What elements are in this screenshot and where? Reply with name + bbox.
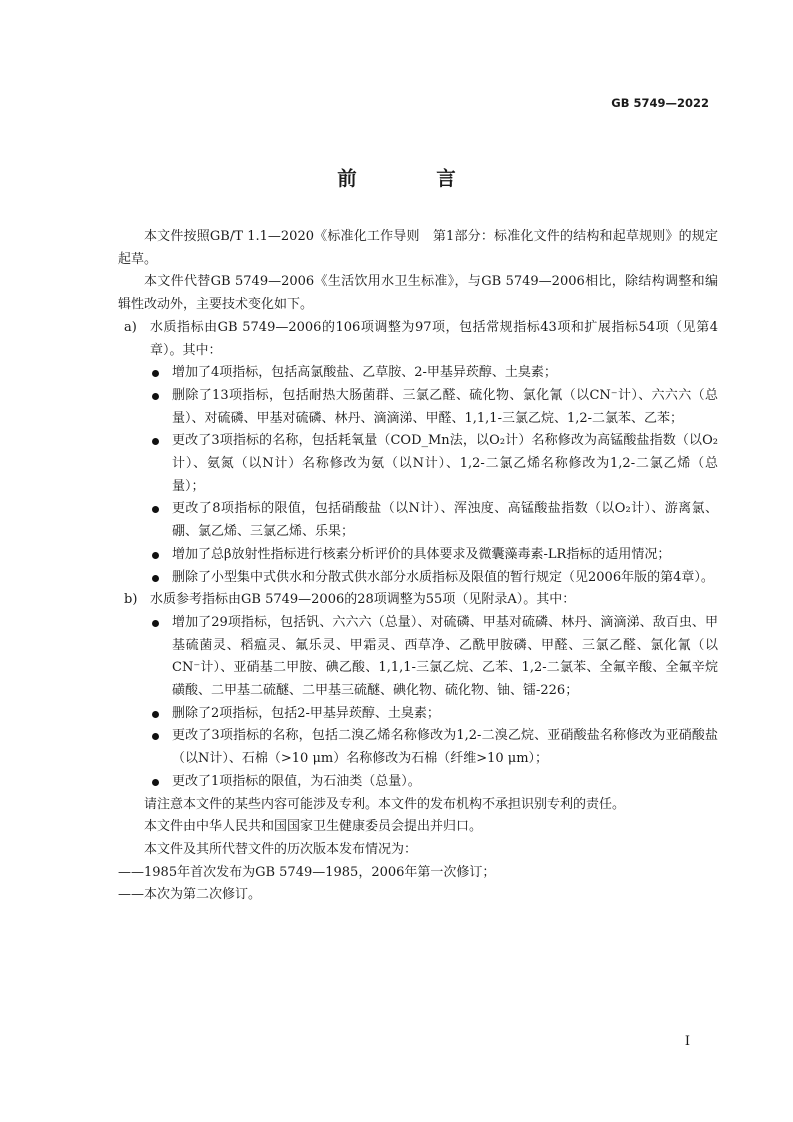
list-item-b xyxy=(118,589,718,793)
paragraph-structure-rules: 本文件按照GB/T 1.1—2020《标准化工作导则 第1部分：标准化文件的结构和起草规则》的规定起草。 xyxy=(118,229,718,267)
bullet-icon xyxy=(152,552,159,559)
bullet-item: 删除了小型集中式供水和分散式供水部分水质指标及限值的暂行规定（见2006年版的第4章）。 xyxy=(150,567,718,590)
bullet-item: 增加了29项指标，包括钒、六六六（总量）、对硫磷、甲基对硫磷、林丹、滴滴涕、敌百虫、甲基硫菌灵、稻瘟灵、氟乐灵、甲霜灵、西草净、乙酰甲胺磷、甲醛、三氯乙醛、氯化氰（以CN⁻计）、亚硝基二甲胺、碘乙酸、1,1,1-三氯乙烷、乙苯、1,2-二氯苯、全氟辛酸、全氟辛烷磺酸、二甲基二硫醚、二甲基三硫醚、碘化物、硫化物、铀、镭-226； xyxy=(150,612,718,703)
list-marker-a: a) xyxy=(124,319,137,335)
bullet-icon xyxy=(152,711,159,718)
paragraph-patent-notice: 请注意本文件的某些内容可能涉及专利。本文件的发布机构不承担识别专利的责任。 xyxy=(144,796,626,812)
bullet-item: 更改了1项指标的限值，为石油类（总量）。 xyxy=(150,771,718,794)
bullet-icon xyxy=(152,620,159,627)
bullet-icon xyxy=(152,733,159,740)
document-body xyxy=(118,226,718,907)
bullet-item: 更改了8项指标的限值，包括硝酸盐（以N计）、浑浊度、高锰酸盐指数（以O₂计）、游离氯、硼、氯乙烯、三氯乙烯、乐果； xyxy=(150,498,718,543)
paragraph-replacement: 本文件代替GB 5749—2006《生活饮用水卫生标准》，与GB 5749—2006相比，除结构调整和编辑性改动外，主要技术变化如下。 xyxy=(118,274,718,313)
document-code: GB 5749—2022 xyxy=(611,96,709,110)
paragraph-proposer: 本文件由中华人民共和国国家卫生健康委员会提出并归口。 xyxy=(144,819,483,835)
history-line: ——1985年首次发布为GB 5749—1985，2006年第一次修订； xyxy=(118,864,496,880)
list-item-a xyxy=(118,317,718,589)
bullet-item: 更改了3项指标的名称，包括耗氧量（COD_Mn法，以O₂计）名称修改为高锰酸盐指数（以O₂计）、氨氮（以N计）名称修改为氨（以N计）、1,2-二氯乙烯名称修改为1,2-二氯乙烯（总量）； xyxy=(150,430,718,498)
page-title: 前 言 xyxy=(337,167,486,190)
paragraph-history-intro: 本文件及其所代替文件的历次版本发布情况为： xyxy=(144,841,418,857)
bullet-icon xyxy=(152,506,159,513)
bullet-item: 更改了3项指标的名称，包括二溴乙烯名称修改为1,2-二溴乙烷、亚硝酸盐名称修改为亚硝酸盐（以N计）、石棉（>10 μm）名称修改为石棉（纤维>10 μm）； xyxy=(150,725,718,770)
bullet-list-b xyxy=(150,612,718,794)
history-line: ——本次为第二次修订。 xyxy=(118,887,262,903)
bullet-icon xyxy=(152,393,159,400)
bullet-item: 删除了2项指标，包括2-甲基异莰醇、土臭素； xyxy=(150,703,718,726)
bullet-item: 删除了13项指标，包括耐热大肠菌群、三氯乙醛、硫化物、氯化氰（以CN⁻计）、六六六（总量）、对硫磷、甲基对硫磷、林丹、滴滴涕、甲醛、1,1,1-三氯乙烷、1,2-二氯苯、乙苯； xyxy=(150,385,718,430)
bullet-list-a xyxy=(150,362,718,589)
page-number: I xyxy=(684,1034,690,1049)
bullet-icon xyxy=(152,779,159,786)
bullet-icon xyxy=(152,370,159,377)
bullet-item: 增加了4项指标，包括高氯酸盐、乙草胺、2-甲基异莰醇、土臭素； xyxy=(150,362,718,385)
technical-changes-list xyxy=(118,317,718,794)
list-text-a: 水质指标由GB 5749—2006的106项调整为97项，包括常规指标43项和扩展指标54项（见第4章）。其中： xyxy=(150,319,718,358)
list-text-b: 水质参考指标由GB 5749—2006的28项调整为55项（见附录A）。其中： xyxy=(150,592,576,608)
bullet-icon xyxy=(152,438,159,445)
list-marker-b: b) xyxy=(124,592,138,608)
bullet-item: 增加了总β放射性指标进行核素分析评价的具体要求及微囊藻毒素-LR指标的适用情况； xyxy=(150,544,718,567)
bullet-icon xyxy=(152,575,159,582)
